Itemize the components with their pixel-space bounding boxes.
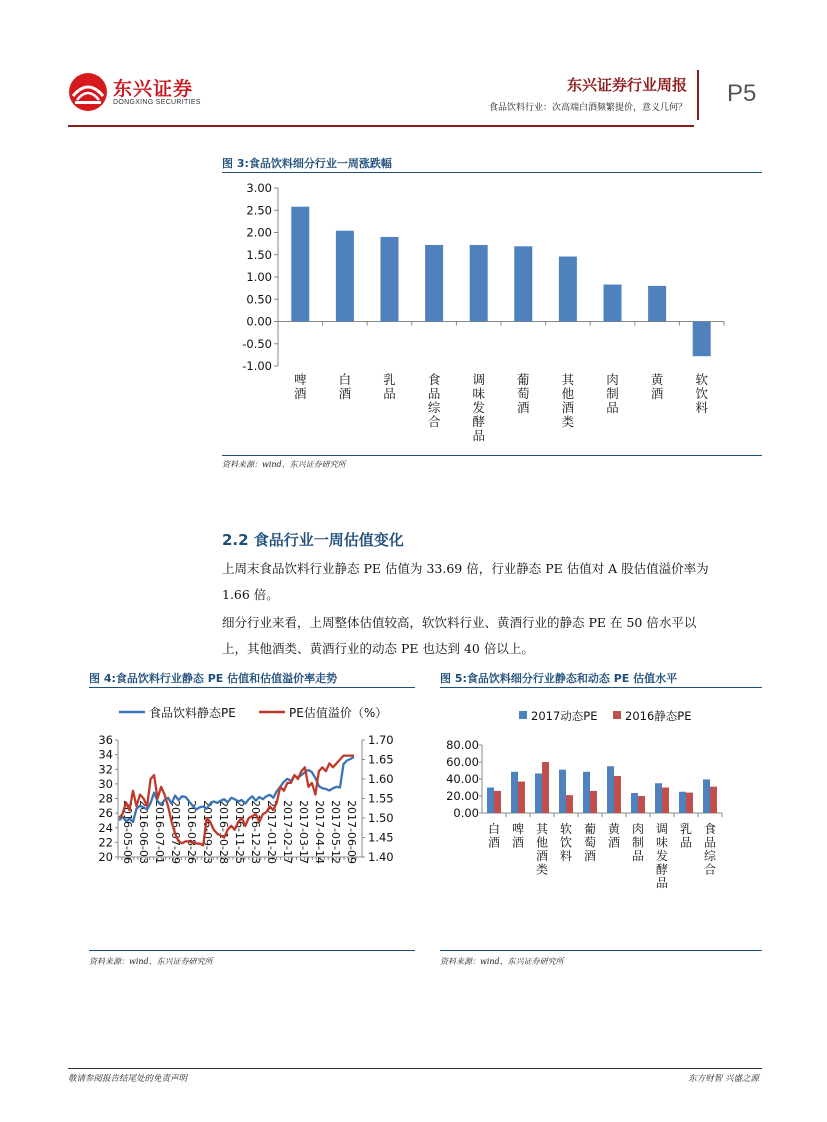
y-left-tick-label: 22 (98, 835, 113, 850)
bar (381, 237, 399, 322)
bar (631, 793, 638, 813)
x-tick-label: 2017-02-17 (281, 800, 294, 864)
x-tick-label: 肉制品 (631, 822, 645, 863)
bar (607, 766, 614, 813)
y-right-tick-label: 1.50 (368, 811, 394, 825)
x-tick-label: 2016-09-23 (201, 800, 214, 864)
legend-swatch (519, 711, 527, 719)
x-tick-label: 葡萄酒 (517, 372, 530, 415)
y-right-tick-label: 1.65 (368, 752, 394, 767)
x-tick-label: 2016-12-23 (249, 800, 262, 864)
paragraph-1-line-1: 上周末食品饮料行业静态 PE 估值为 33.69 倍，行业静态 PE 估值对 A 股估值溢价率为 (222, 561, 709, 576)
report-title: 东兴证券行业周报 (566, 76, 687, 94)
bar (648, 286, 666, 322)
x-tick-label: 白酒 (487, 822, 501, 850)
paragraph-2-line-1: 细分行业来看，上周整体估值较高，软饮料行业、黄酒行业的静态 PE 在 50 倍水平以 (222, 615, 697, 630)
y-left-tick-label: 34 (98, 747, 113, 762)
y-right-tick-label: 1.45 (368, 830, 394, 845)
x-tick-label: 2016-10-28 (217, 800, 230, 864)
company-logo (68, 72, 208, 116)
figure5-title: 图 5:食品饮料细分行业静态和动态 PE 估值水平 (440, 672, 678, 685)
figure3-source: 资料来源：wind、东兴证券研究所 (222, 460, 346, 469)
section-paragraph-1 (222, 556, 767, 608)
y-left-tick-label: 24 (98, 820, 113, 835)
x-tick-label: 调味发酵品 (655, 822, 669, 890)
y-tick-label: 1.00 (246, 270, 272, 284)
bar (291, 207, 309, 322)
bar (583, 772, 590, 813)
section-paragraph-2 (222, 610, 767, 662)
y-left-tick-label: 36 (98, 733, 113, 747)
y-right-tick-label: 1.70 (368, 733, 394, 747)
bar (518, 782, 525, 813)
bar (614, 776, 621, 813)
bar (559, 257, 577, 322)
y-tick-label: 2.00 (246, 225, 272, 240)
y-tick-label: -1.00 (242, 359, 272, 373)
y-right-tick-label: 1.40 (368, 850, 394, 864)
figure5-source: 资料来源：wind、东兴证券研究所 (440, 957, 564, 966)
y-tick-label: 40.00 (446, 772, 479, 786)
bar (542, 762, 549, 813)
bar (470, 245, 488, 322)
legend-label: 2017动态PE (531, 709, 598, 723)
y-tick-label: 0.00 (453, 806, 479, 820)
bar (559, 770, 566, 813)
figure3-title: 图 3:食品饮料细分行业一周涨跌幅 (222, 157, 392, 170)
bar (679, 792, 686, 813)
y-tick-label: 60.00 (446, 755, 479, 769)
figure3-bottom-rule (222, 455, 762, 456)
figure4-title: 图 4:食品饮料行业静态 PE 估值和估值溢价率走势 (89, 672, 338, 685)
x-tick-label: 乳品 (679, 822, 693, 850)
legend-label: 2016静态PE (625, 709, 692, 723)
figure5-chart (440, 692, 762, 948)
x-tick-label: 啤酒 (294, 372, 307, 401)
x-tick-label: 2017-01-20 (265, 800, 278, 864)
footer-rule (68, 1068, 762, 1069)
legend-swatch (613, 711, 621, 719)
bar (514, 246, 532, 321)
x-tick-label: 调味发酵品 (472, 372, 485, 443)
x-tick-label: 2017-03-17 (297, 800, 310, 864)
figure4-bottom-rule (89, 950, 415, 951)
figure5-bottom-rule (440, 950, 762, 951)
x-tick-label: 其他酒类 (535, 822, 549, 877)
logo-text-en: DONGXING SECURITIES (113, 99, 201, 106)
bar (566, 795, 573, 813)
bar (590, 791, 597, 813)
bar (655, 783, 662, 813)
header-rule (68, 125, 694, 127)
bar (336, 231, 354, 322)
bar (511, 772, 518, 813)
logo-text-cn: 东兴证券 (113, 78, 194, 100)
y-tick-label: 0.50 (246, 292, 272, 307)
x-tick-label: 葡萄酒 (583, 822, 597, 863)
x-tick-label: 其他酒类 (561, 372, 575, 429)
y-tick-label: 80.00 (446, 738, 479, 752)
x-tick-label: 2016-05-06 (121, 800, 134, 864)
y-tick-label: 2.50 (246, 203, 272, 218)
figure3-top-rule (222, 172, 762, 173)
x-tick-label: 白酒 (338, 372, 352, 401)
figure4-source: 资料来源：wind、东兴证券研究所 (89, 957, 213, 966)
y-left-tick-label: 30 (98, 776, 113, 791)
report-subtitle: 食品饮料行业：次高端白酒频繁提价，意义几何？ (488, 103, 687, 113)
x-tick-label: 2017-05-12 (329, 800, 342, 864)
bar (604, 285, 622, 322)
x-tick-label: 2017-04-14 (313, 800, 326, 864)
paragraph-2-line-2: 上，其他酒类、黄酒行业的动态 PE 也达到 40 倍以上。 (222, 641, 534, 656)
x-tick-label: 软饮料 (559, 822, 573, 863)
y-right-tick-label: 1.60 (368, 772, 394, 786)
bar (494, 791, 501, 813)
header-vertical-divider (697, 70, 699, 120)
y-left-tick-label: 32 (98, 762, 113, 777)
x-tick-label: 2016-07-01 (153, 800, 166, 864)
bar (425, 245, 443, 322)
y-left-tick-label: 26 (98, 806, 113, 821)
logo-emblem-icon (68, 72, 108, 112)
bar (662, 788, 669, 814)
figure4-top-rule (89, 687, 415, 688)
x-tick-label: 2016-11-25 (233, 800, 246, 864)
y-tick-label: 20.00 (446, 789, 479, 803)
y-tick-label: 1.50 (246, 247, 272, 262)
y-left-tick-label: 28 (98, 791, 113, 806)
x-tick-label: 2016-06-03 (137, 800, 150, 864)
bar (703, 779, 710, 813)
figure4-chart (89, 692, 415, 948)
y-tick-label: 0.00 (246, 314, 272, 329)
bar (686, 793, 693, 813)
x-tick-label: 啤酒 (511, 822, 525, 850)
y-left-tick-label: 20 (98, 850, 113, 864)
bar (638, 796, 645, 813)
section-heading: 2.2 食品行业一周估值变化 (222, 531, 404, 549)
x-tick-label: 乳品 (383, 372, 396, 401)
bar (535, 773, 542, 813)
legend-label: 食品饮料静态PE (149, 706, 236, 720)
figure3-chart (222, 176, 762, 454)
y-tick-label: -0.50 (242, 336, 272, 351)
x-tick-label: 2017-06-09 (345, 800, 358, 864)
x-tick-label: 食品综合 (427, 372, 441, 429)
x-tick-label: 食品综合 (703, 822, 717, 877)
y-tick-label: 3.00 (246, 181, 272, 195)
footer-disclaimer: 敬请参阅报告结尾处的免责声明 (68, 1074, 188, 1084)
x-tick-label: 2016-08-26 (185, 800, 198, 864)
footer-slogan: 东方财智 兴盛之源 (688, 1074, 759, 1084)
x-tick-label: 肉制品 (606, 372, 619, 415)
x-tick-label: 2016-07-29 (169, 800, 182, 864)
page-number: P5 (727, 80, 757, 107)
x-tick-label: 黄酒 (650, 372, 664, 401)
bar (710, 787, 717, 813)
x-tick-label: 软饮料 (695, 372, 708, 415)
bar (487, 788, 494, 814)
bar (693, 322, 711, 357)
figure5-top-rule (440, 687, 762, 688)
legend-label: PE估值溢价（%） (289, 706, 388, 720)
x-tick-label: 黄酒 (607, 822, 621, 850)
y-right-tick-label: 1.55 (368, 791, 394, 806)
paragraph-1-line-2: 1.66 倍。 (222, 587, 279, 602)
